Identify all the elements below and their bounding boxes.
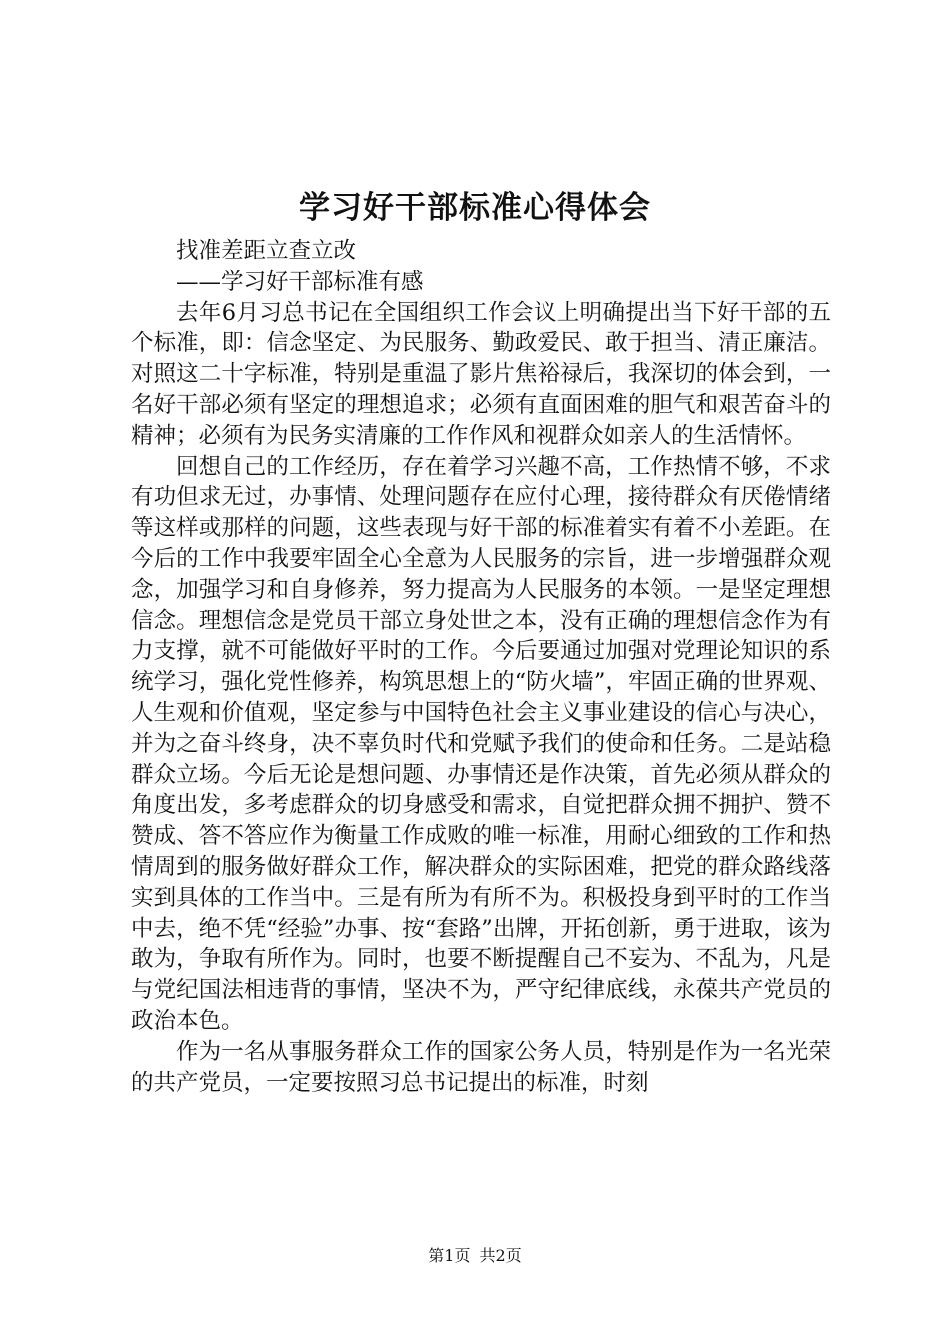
body-paragraph-2: 回想自己的工作经历，存在着学习兴趣不高，工作热情不够，不求有功但求无过，办事情、处理问题存在应付心理，接待群众有厌倦情绪等这样或那样的问题，这些表现与好干部的标准着实有着不小差距。在今后的工作中我要牢固全心全意为人民服务的宗旨，进一步增强群众观念，加强学习和自身修养，努力提高为人民服务的本领。一是坚定理想信念。理想信念是党员干部立身处世之本，没有正确的理想信念作为有力支撑，就不可能做好平时的工作。今后要通过加强对党理论知识的系统学习，强化党性修养，构筑思想上的“防火墙”，牢固正确的世界观、人生观和价值观，坚定参与中国特色社会主义事业建设的信心与决心，并为之奋斗终身，决不辜负时代和党赋予我们的使命和任务。二是站稳群众立场。今后无论是想问题、办事情还是作决策，首先必须从群众的角度出发，多考虑群众的切身感受和需求，自觉把群众拥不拥护、赞不赞成、答不答应作为衡量工作成败的唯一标准，用耐心细致的工作和热情周到的服务做好群众工作，解决群众的实际困难，把党的群众路线落实到具体的工作当中。三是有所为有所不为。积极投身到平时的工作当中去，绝不凭“经验”办事、按“套路”出牌，开拓创新，勇于进取，该为敢为，争取有所作为。同时，也要不断提醒自己不妄为、不乱为，凡是与党纪国法相违背的事情，坚决不为，严守纪律底线，永葆共产党员的政治本色。 bbox=[131, 453, 831, 1034]
document-subtitle: 找准差距立查立改 bbox=[176, 238, 357, 264]
page-number-footer: 第1页 共2页 bbox=[428, 1246, 522, 1265]
body-paragraph-1: 去年6月习总书记在全国组织工作会议上明确提出当下好干部的五个标准，即：信念坚定、为民服务、勤政爱民、敢于担当、清正廉洁。对照这二十字标准，特别是重温了影片焦裕禄后，我深切的体会到，一名好干部必须有坚定的理想追求；必须有直面困难的胆气和艰苦奋斗的精神；必须有为民务实清廉的工作作风和视群众如亲人的生活情怀。 bbox=[131, 299, 831, 449]
document-body bbox=[131, 236, 831, 1098]
document-title: 学习好干部标准心得体会 bbox=[299, 190, 651, 226]
body-paragraph-3: 作为一名从事服务群众工作的国家公务人员，特别是作为一名光荣的共产党员，一定要按照习总书记提出的标准，时刻 bbox=[131, 1038, 831, 1096]
document-subtitle-secondary: ——学习好干部标准有感 bbox=[176, 268, 424, 295]
